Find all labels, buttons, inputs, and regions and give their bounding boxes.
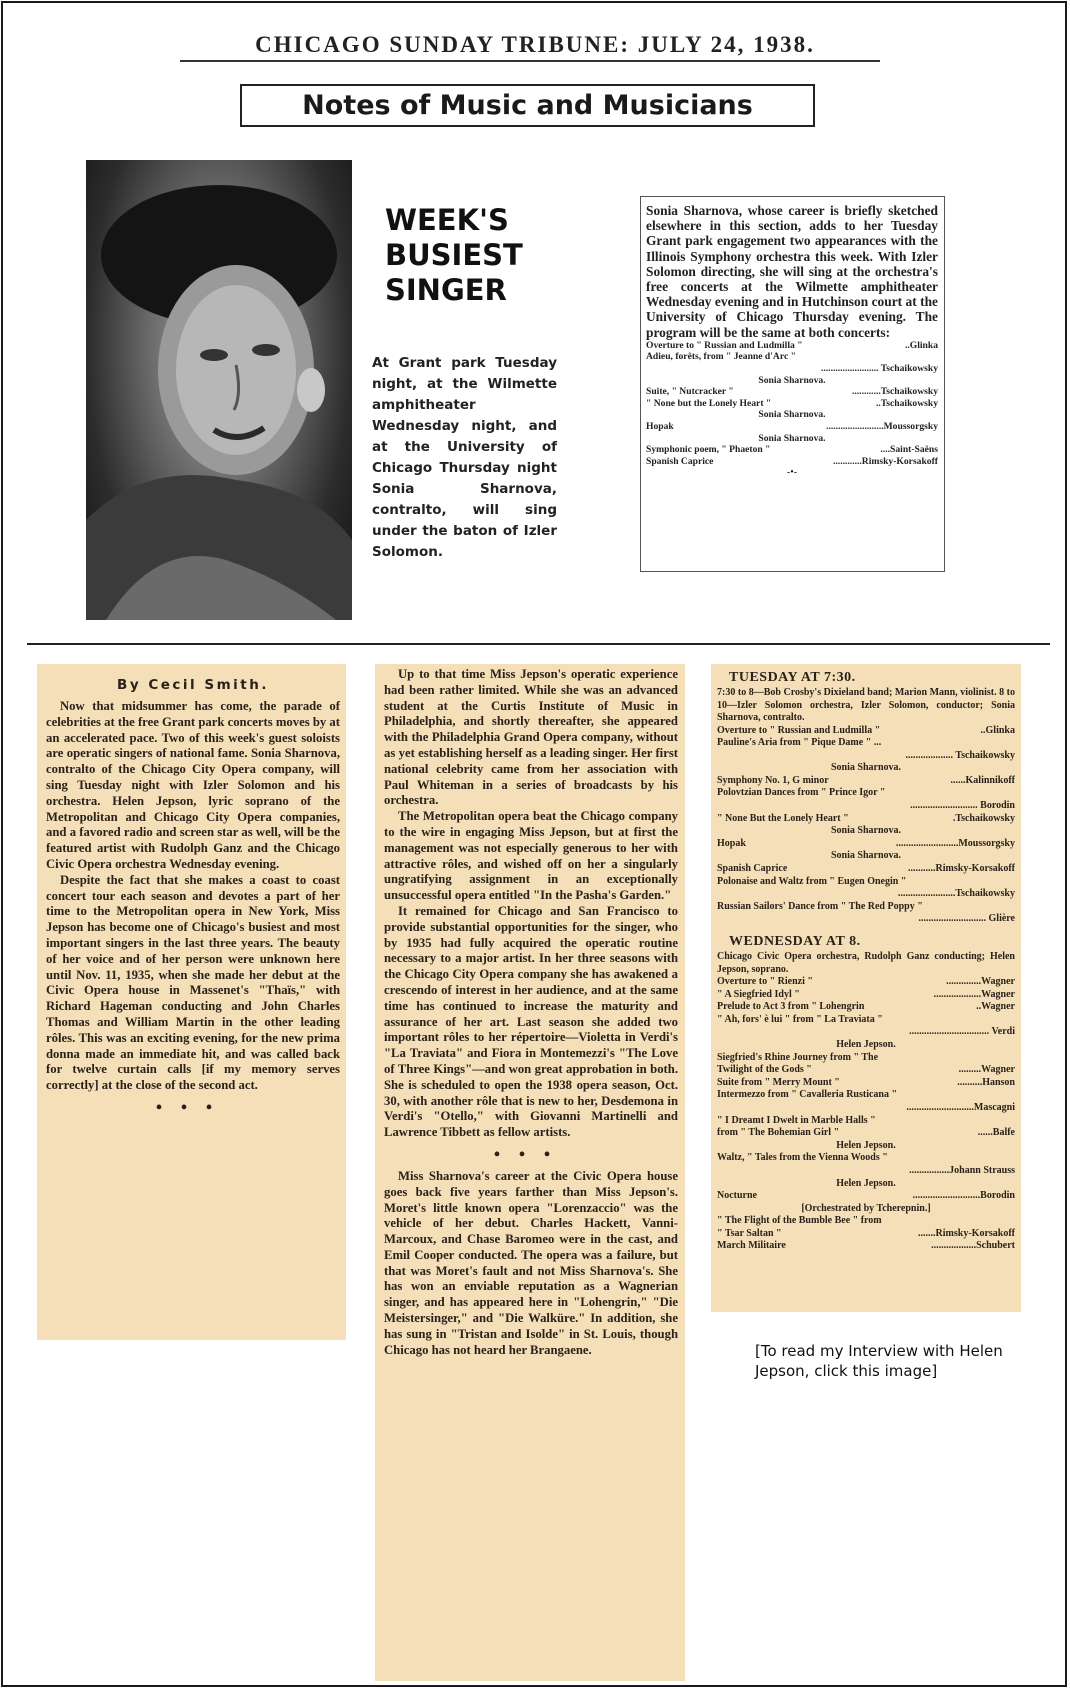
program-line	[717, 1115, 1015, 1128]
program-composer: ................... Tschaikowsky	[905, 749, 1015, 761]
program-soloist: Sonia Sharnova.	[758, 409, 826, 421]
section-divider	[27, 643, 1050, 645]
program-line	[717, 775, 1015, 788]
program-line	[646, 444, 938, 456]
program-composer: ................Johann Strauss	[909, 1164, 1015, 1176]
program-soloist: Sonia Sharnova.	[758, 374, 826, 386]
program-composer: .Tschaikowsky	[952, 812, 1015, 824]
program-line	[646, 398, 938, 410]
program-piece: Hopak	[717, 837, 746, 849]
program-composer: ..........Hanson	[957, 1076, 1015, 1088]
program-line	[717, 1215, 1015, 1228]
program-piece: Pauline's Aria from " Pique Dame " ...	[717, 737, 882, 749]
program-soloist: Helen Jepson.	[836, 1139, 896, 1151]
program-line	[717, 825, 1015, 838]
program-piece: Twilight of the Gods "	[717, 1064, 812, 1076]
program-piece: " Tsar Saltan "	[717, 1227, 782, 1239]
program-line	[717, 1165, 1015, 1178]
program-line	[646, 456, 938, 468]
program-line	[717, 1089, 1015, 1102]
program-line	[717, 1240, 1015, 1253]
program-soloist: Sonia Sharnova.	[758, 432, 826, 444]
program-composer: ........................ Tschaikowsky	[820, 363, 938, 375]
end-mark: -•-	[786, 467, 798, 479]
program-line	[717, 901, 1015, 914]
program-line	[646, 351, 938, 363]
program-composer: ......Balfe	[977, 1127, 1015, 1139]
tuesday-intro: 7:30 to 8—Bob Crosby's Dixieland band; Marion Mann, violinist. 8 to 10—Izler Solomon orchestra, Izler Solomon, conductor; Sonia Sharnova, contralto.	[717, 687, 1015, 723]
program-composer: ...........................Borodin	[912, 1190, 1015, 1202]
program-piece: Siegfried's Rhine Journey from " The	[717, 1051, 879, 1063]
program-line	[717, 989, 1015, 1002]
program-composer: ......Kalinnikoff	[950, 774, 1015, 786]
program-line	[717, 787, 1015, 800]
paragraph: Now that midsummer has come, the parade of celebrities at the free Grant park concerts moves by at an accelerated pace. Two of this week's guest soloists are operatic singers of national fame. Sonia Sharnova, contralto of the Chicago City Opera company, will sing Tuesday night with Izler Solomon and his orchestra. Helen Jepson, lyric soprano of the Metropolitan and Chicago City Opera companies, and a favored radio and screen star as well, will be the featured artist with Rudolph Ganz and the Chicago Civic Opera orchestra Wednesday evening.	[46, 699, 340, 871]
program-piece: " The Flight of the Bumble Bee " from	[717, 1215, 882, 1227]
program-composer: ...................Wagner	[933, 988, 1015, 1000]
program-line	[717, 976, 1015, 989]
program-line	[717, 863, 1015, 876]
paragraph: The Metropolitan opera beat the Chicago company to the wire in engaging Miss Jepson, but at first the management was not especially generous to her with attractive rôles, and wished off on her a singularly ungratifying assignment in an exceptionally unsuccessful opera entitled "In the Pasha's Garden."	[384, 809, 678, 903]
clipping-column-2[interactable]	[375, 664, 685, 1681]
program-line	[646, 386, 938, 398]
tuesday-heading: TUESDAY AT 7:30.	[729, 670, 856, 685]
photo-caption: At Grant park Tuesday night, at the Wilmette amphitheater Wednesday night, and at the University of Chicago Thursday night Sonia Sharnova, contralto, will sing under the baton of Izler Solomon.	[372, 355, 557, 560]
program-line	[646, 340, 938, 352]
program-piece: " I Dreamt I Dwelt in Marble Halls "	[717, 1114, 876, 1126]
paragraph: Despite the fact that she makes a coast to coast concert tour each season and devotes a part of her time to the Metropolitan opera in New York, Miss Jepson has become one of Chicago's busiest and most important singers in the last three years. The beauty of her voice and of her person were unknown here until Nov. 11, 1935, when she made her debut at the Civic Opera house in Massenet's "Thaïs," with Richard Hageman conducting and John Charles Thomas and William Martin in the other leading rôles. This was an exciting evening, for the new prima donna made an immediate hit, and was called back for twelve curtain calls [if my memory serves correctly] at the close of the second act.	[46, 872, 340, 1093]
program-piece: Intermezzo from " Cavalleria Rusticana "	[717, 1089, 898, 1101]
program-line	[717, 1127, 1015, 1140]
program-composer: ..Glinka	[904, 339, 938, 351]
program-line	[717, 1152, 1015, 1165]
program-piece: " A Siegfried Idyl "	[717, 988, 800, 1000]
program-piece: Waltz, " Tales from the Vienna Woods "	[717, 1152, 888, 1164]
clipping-column-3[interactable]	[711, 664, 1021, 1312]
program-composer: ..Wagner	[976, 1001, 1015, 1013]
program-line	[717, 800, 1015, 813]
wednesday-intro: Chicago Civic Opera orchestra, Rudolph Ganz conducting; Helen Jepson, soprano.	[717, 951, 1015, 975]
program-line	[717, 1039, 1015, 1052]
program-line	[646, 421, 938, 433]
program-line	[717, 1014, 1015, 1027]
program-line	[717, 762, 1015, 775]
program-piece: Suite, " Nutcracker "	[646, 386, 734, 398]
program-composer: ............Tschaikowsky	[851, 386, 938, 398]
program-line	[717, 913, 1015, 926]
program-line	[717, 1203, 1015, 1216]
program-line	[646, 409, 938, 421]
masthead: CHICAGO SUNDAY TRIBUNE: JULY 24, 1938.	[255, 32, 815, 57]
program-piece: Russian Sailors' Dance from " The Red Poppy "	[717, 900, 923, 912]
program-composer: .......................Tschaikowsky	[897, 888, 1015, 900]
program-soloist: Helen Jepson.	[836, 1038, 896, 1050]
program-soloist: Sonia Sharnova.	[830, 825, 902, 837]
note-program	[646, 340, 938, 468]
program-piece: Nocturne	[717, 1190, 757, 1202]
program-piece: Symphonic poem, " Phaeton "	[646, 444, 771, 456]
program-line	[717, 850, 1015, 863]
program-piece: Prelude to Act 3 from " Lohengrin	[717, 1001, 865, 1013]
headline-line: SINGER	[385, 273, 507, 307]
section-title: Notes of Music and Musicians	[240, 84, 815, 127]
program-line	[646, 363, 938, 375]
program-piece: " Ah, fors' è lui " from " La Traviata "	[717, 1013, 883, 1025]
program-composer: ..Tschaikowsky	[875, 397, 938, 409]
masthead-rule	[180, 60, 880, 62]
tuesday-program	[717, 725, 1015, 927]
program-line	[717, 1026, 1015, 1039]
program-piece: " None but the Lonely Heart "	[646, 397, 772, 409]
program-composer: ........................... Borodin	[910, 800, 1015, 812]
column-2-text	[384, 667, 678, 1141]
program-soloist: Helen Jepson.	[836, 1177, 896, 1189]
program-piece: Overture to " Russian and Ludmilla "	[646, 339, 803, 351]
section-bullets: •••	[155, 1096, 231, 1119]
program-piece: Polovtzian Dances from " Prince Igor "	[717, 787, 886, 799]
column-1-text	[46, 699, 340, 1094]
note-text: Sonia Sharnova, whose career is briefly sketched elsewhere in this section, adds to her Tuesday Grant park engagement two appearances with the Illinois Symphony orchestra this week. With Izler Solomon directing, she will sing at the orchestra's free concerts at the Wilmette amphitheater Wednesday evening and in Hutchinson court at the University of Chicago Thursday evening. The program will be the same at both concerts:	[646, 203, 938, 340]
program-composer: ........................Moussorgsky	[826, 420, 938, 432]
program-soloist: Sonia Sharnova.	[830, 762, 902, 774]
paragraph: Miss Sharnova's career at the Civic Opera house goes back five years farther than Miss Jepson's. Moret's little known opera "Lorenzaccio" was the vehicle of her debut. Charles Hackett, Vanni-Marcoux, and Chase Baromeo were in the cast, and Emil Cooper conducted. The opera was a failure, but that was Moret's fault and not Miss Sharnova's. She has won an enviable reputation as a Wagnerian singer, and has appeared here in "Lohengrin," "Die Meistersinger," and "Die Walküre." In addition, she has sung in "Tristan and Isolde" in St. Louis, though Chicago has not heard her Brangaene.	[384, 1168, 678, 1357]
program-piece: Overture to " Rienzi "	[717, 976, 813, 987]
wednesday-program	[717, 976, 1015, 1253]
headline-line: WEEK'S	[385, 203, 509, 237]
program-composer: .......Rimsky-Korsakoff	[918, 1227, 1015, 1239]
program-line	[646, 433, 938, 445]
program-line	[717, 1178, 1015, 1191]
program-piece: Suite from " Merry Mount "	[717, 1076, 840, 1088]
program-line	[717, 1140, 1015, 1153]
program-line	[717, 888, 1015, 901]
program-composer: ..............Wagner	[946, 976, 1015, 987]
program-piece: Spanish Caprice	[646, 455, 714, 467]
program-composer: .........................Moussorgsky	[895, 837, 1015, 849]
sharnova-note-box	[640, 196, 945, 572]
portrait-photo[interactable]	[86, 160, 352, 620]
paragraph: It remained for Chicago and San Francisco to provide substantial opportunities for the singer, who by 1935 had fully acquired the operatic routine necessary to a major artist. In her three seasons with the Chicago City Opera company she has awakened a crescendo of interest in her audience, and at the same time has continued to increase the maturity and assurance of her art. Last season she added two important rôles to her répertoire—Violetta in Verdi's "La Traviata" and Fiora in Montemezzi's "The Love of Three Kings"—and won great approbation in both. She is scheduled to open the 1938 opera season, Oct. 30, with another rôle that is new to her, Desdemona in Verdi's "Otello," with Giovanni Martinelli and Lawrence Tibbett as fellow artists.	[384, 903, 678, 1140]
program-line	[717, 1190, 1015, 1203]
program-soloist: [Orchestrated by Tcherepnin.]	[801, 1202, 931, 1214]
program-line	[646, 375, 938, 387]
portrait-photo-icon	[86, 160, 352, 620]
program-line	[717, 1052, 1015, 1065]
program-composer: ...........Rimsky-Korsakoff	[908, 863, 1015, 875]
program-line	[717, 1102, 1015, 1115]
section-bullets: •••	[493, 1143, 569, 1166]
program-piece: March Militaire	[717, 1240, 786, 1252]
interview-link-note[interactable]: [To read my Interview with Helen Jepson, click this image]	[755, 1342, 1003, 1380]
program-piece: from " The Bohemian Girl "	[717, 1127, 840, 1139]
program-composer: ..................Schubert	[931, 1240, 1015, 1252]
column-2-text-continued	[384, 1169, 678, 1359]
paragraph: Up to that time Miss Jepson's operatic experience had been rather limited. While she was an advanced student at the Curtis Institute of Music in Philadelphia, and shortly thereafter, she appeared with the Philadelphia Grand Opera company, without as yet establishing herself as a leading singer. Her first national celebrity came from her association with Paul Whiteman in a series of broadcasts by his orchestra.	[384, 667, 678, 808]
program-line	[717, 725, 1015, 738]
program-line	[717, 876, 1015, 889]
program-composer: ........................... Glière	[918, 913, 1015, 925]
program-composer: .........Wagner	[958, 1064, 1015, 1076]
program-line	[717, 813, 1015, 826]
clipping-column-1[interactable]	[37, 664, 346, 1340]
program-composer: ................................ Verdi	[909, 1026, 1015, 1038]
program-piece: Polonaise and Waltz from " Eugen Onegin "	[717, 875, 907, 887]
program-line	[717, 838, 1015, 851]
program-line	[717, 1064, 1015, 1077]
program-soloist: Sonia Sharnova.	[830, 850, 902, 862]
program-line	[717, 737, 1015, 750]
program-piece: Overture to " Russian and Ludmilla "	[717, 724, 881, 736]
program-composer: ....Saint-Saëns	[880, 444, 938, 456]
byline: By Cecil Smith.	[117, 677, 269, 693]
program-composer: ...........................Mascagni	[906, 1101, 1015, 1113]
program-piece: " None But the Lonely Heart "	[717, 812, 849, 824]
program-piece: Symphony No. 1, G minor	[717, 774, 829, 786]
program-line	[717, 750, 1015, 763]
program-piece: Hopak	[646, 420, 674, 432]
program-line	[717, 1001, 1015, 1014]
program-composer: ............Rimsky-Korsakoff	[833, 455, 938, 467]
program-piece: Adieu, forêts, from " Jeanne d'Arc "	[646, 351, 796, 363]
program-line	[717, 1077, 1015, 1090]
program-piece: Spanish Caprice	[717, 863, 788, 875]
program-line	[717, 1228, 1015, 1241]
wednesday-heading: WEDNESDAY AT 8.	[729, 934, 861, 949]
program-composer: ..Glinka	[980, 724, 1015, 736]
headline	[385, 203, 585, 308]
headline-line: BUSIEST	[385, 238, 523, 272]
